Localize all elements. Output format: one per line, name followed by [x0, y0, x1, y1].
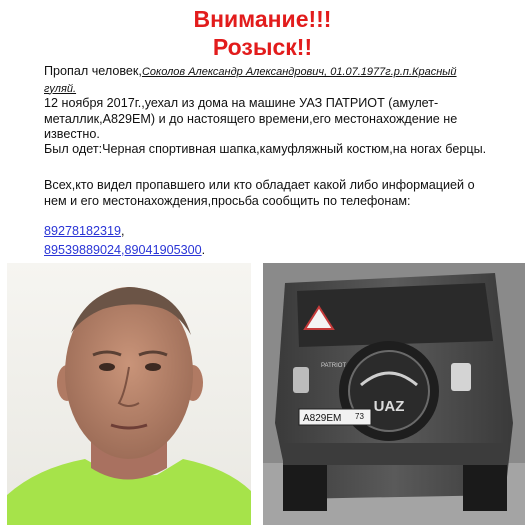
- title-wanted: Розыск!!: [212, 34, 313, 60]
- missing-person-photo: [7, 263, 251, 525]
- phone-link-3[interactable]: 89041905300: [124, 243, 202, 257]
- phone-link-2[interactable]: 89539889024: [44, 243, 122, 257]
- right-tire: [463, 465, 507, 511]
- title-attention: Внимание!!!: [193, 6, 332, 32]
- circumstances-paragraph: 12 ноября 2017г.,уехал из дома на машине УАЗ ПАТРИОТ (амулет-металлик,А829ЕМ) и до настоящего времени,его местонахождение не известно.: [44, 96, 458, 141]
- phone-separator-1: ,: [121, 224, 125, 238]
- spare-logo-text: UAZ: [373, 398, 405, 415]
- rear-bumper: [283, 443, 503, 465]
- model-badge: PATRIOT: [321, 363, 347, 369]
- appeal-paragraph: Всех,кто видел пропавшего или кто обладает какой либо информацией о нем и его местонахождения,просьба сообщить по телефонам:: [44, 178, 475, 208]
- car-illustration: [263, 263, 525, 525]
- plate-region: 73: [355, 412, 364, 421]
- missing-person-name: Соколов Александр Александрович, 01.07.1977г.р.п.Красный гуляй.: [44, 66, 457, 95]
- phone-separator-2: ,: [121, 243, 125, 257]
- tail-light-left: [293, 367, 309, 393]
- left-eye: [99, 363, 115, 371]
- right-eye: [145, 363, 161, 371]
- rear-window: [297, 283, 493, 347]
- portrait-illustration: [7, 263, 251, 525]
- left-tire: [283, 465, 327, 511]
- phone-line-2: [44, 243, 489, 259]
- missing-label: Пропал человек,: [44, 64, 142, 78]
- car-photo: [263, 263, 525, 525]
- phone-end-period: .: [201, 243, 206, 257]
- phone-link-1[interactable]: 89278182319: [44, 224, 122, 238]
- tail-light-right: [451, 363, 471, 391]
- phone-line-1: [44, 224, 489, 240]
- plate-number: А829ЕМ: [303, 413, 342, 424]
- clothing-paragraph: Был одет:Черная спортивная шапка,камуфляжный костюм,на ногах берцы.: [44, 142, 487, 156]
- missing-person-line: [44, 64, 489, 97]
